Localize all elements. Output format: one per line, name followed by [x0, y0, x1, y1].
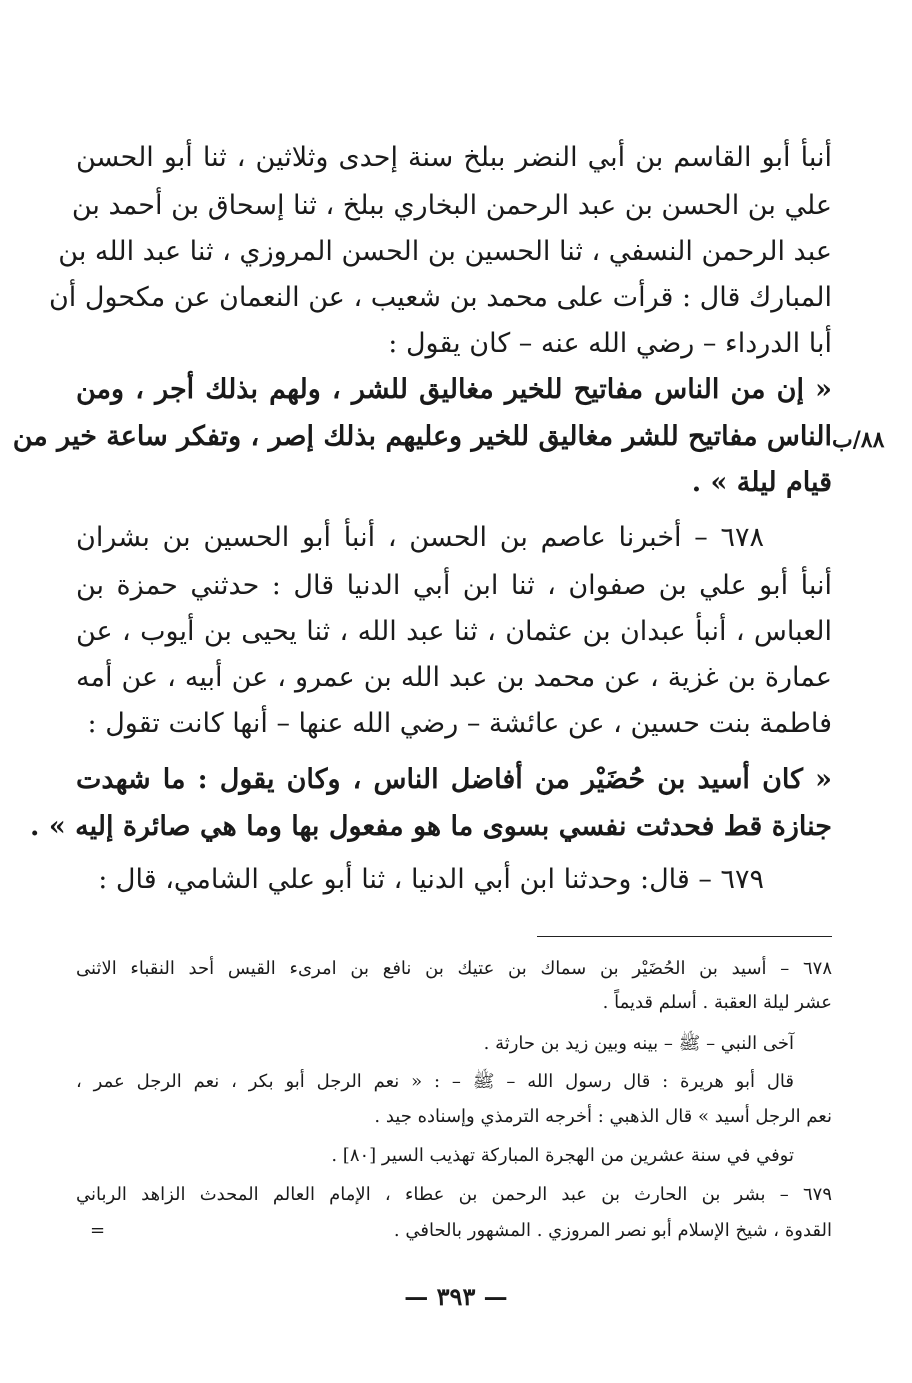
footnote-line: آخى النبي – ﷺ – بينه وبين زيد بن حارثة . [483, 1033, 794, 1054]
continuation-mark: = [90, 1220, 106, 1241]
hadith-679-heading: ٦٧٩ – قال: وحدثنا ابن أبي الدنيا ، ثنا أبو علي الشامي، قال : [98, 864, 764, 895]
quote-line: الناس مفاتيح للشر مغاليق للخير وعليهم بذلك إصر ، وتفكر ساعة خير من [12, 421, 832, 452]
main-text-line: عبد الرحمن النسفي ، ثنا الحسين بن الحسن المروزي ، ثنا عبد الله بن [58, 236, 832, 267]
manuscript-folio-note: ٨٨/ب [832, 427, 885, 453]
footnote-line: نعم الرجل أسيد » قال الذهبي : أخرجه الترمذي وإسناده جيد . [374, 1106, 832, 1127]
hadith-678-heading: ٦٧٨ – أخبرنا عاصم بن الحسن ، أنبأ أبو الحسين بن بشران [76, 522, 764, 553]
footnote-line: عشر ليلة العقبة . أسلم قديماً . [602, 992, 832, 1013]
main-text-line: أبا الدرداء – رضي الله عنه – كان يقول : [388, 328, 832, 359]
footnote-line: توفي في سنة عشرين من الهجرة المباركة تهذيب السير [٨٠] . [331, 1145, 794, 1166]
main-text-line: عمارة بن غزية ، عن محمد بن عبد الله بن عمرو ، عن أبيه ، عن أمه [76, 662, 832, 693]
quote-line: « كان أسيد بن حُضَيْر من أفاضل الناس ، وكان يقول : ما شهدت [76, 764, 832, 795]
main-text-line: أنبأ أبو القاسم بن أبي النضر ببلخ سنة إحدى وثلاثين ، ثنا أبو الحسن [76, 142, 832, 173]
quote-line: قيام ليلة » . [691, 467, 832, 498]
footnote-line: القدوة ، شيخ الإسلام أبو نصر المروزي . المشهور بالحافي . [393, 1220, 832, 1241]
main-text-line: فاطمة بنت حسين ، عن عائشة – رضي الله عنها – أنها كانت تقول : [87, 708, 832, 739]
main-text-line: أنبأ أبو علي بن صفوان ، ثنا ابن أبي الدنيا قال : حدثني حمزة بن [76, 570, 832, 601]
main-text-line: علي بن الحسن بن عبد الرحمن البخاري ببلخ ، ثنا إسحاق بن أحمد بن [71, 190, 832, 221]
page-number: — ٣٩٣ — [404, 1282, 508, 1311]
quote-line: جنازة قط فحدثت نفسي بسوى ما هو مفعول بها وما هي صائرة إليه » . [30, 811, 832, 842]
footnote-separator [537, 936, 832, 937]
main-text-line: العباس ، أنبأ عبدان بن عثمان ، ثنا عبد الله ، ثنا يحيى بن أيوب ، عن [76, 616, 832, 647]
quote-line: « إن من الناس مفاتيح للخير مغاليق للشر ، ولهم بذلك أجر ، ومن [76, 374, 832, 405]
footnote-line: قال أبو هريرة : قال رسول الله – ﷺ – : « نعم الرجل أبو بكر ، نعم الرجل عمر ، [76, 1071, 794, 1092]
main-text-line: المبارك قال : قرأت على محمد بن شعيب ، عن النعمان عن مكحول أن [48, 282, 832, 313]
footnote-line: ٦٧٨ – أسيد بن الحُضَيْر بن سماك بن عتيك بن نافع بن امرىء القيس أحد النقباء الاثنى [76, 958, 832, 979]
footnote-line: ٦٧٩ – بشر بن الحارث بن عبد الرحمن بن عطاء ، الإمام العالم المحدث الزاهد الرباني [76, 1184, 832, 1205]
